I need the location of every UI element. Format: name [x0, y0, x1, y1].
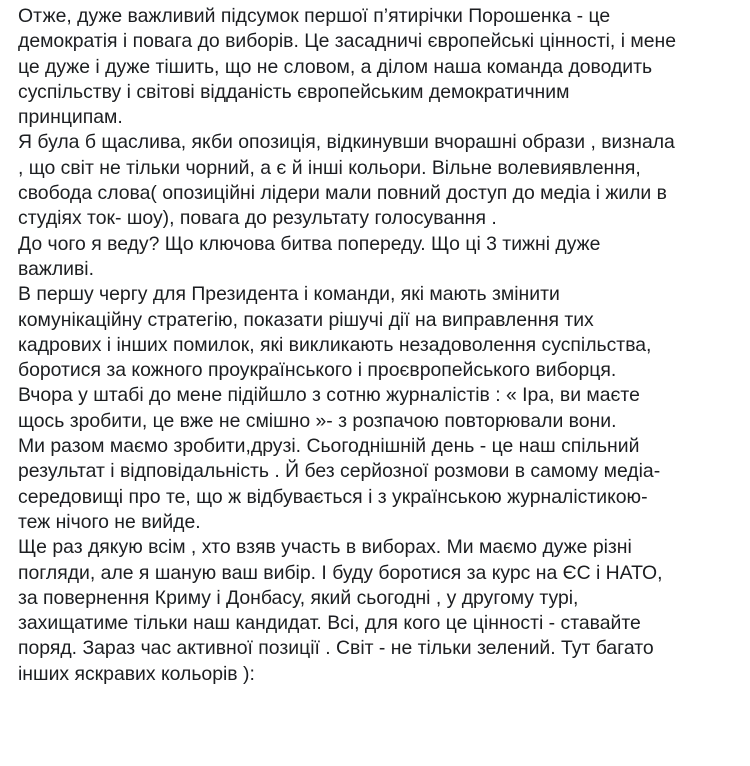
post-line: свобода слова( опозиційні лідери мали повний доступ до медіа і жили в	[18, 182, 667, 205]
post-line: важливі.	[18, 257, 94, 280]
post-line: середовищі про те, що ж відбувається і з українською журналістикою-	[18, 485, 648, 508]
post-line: погляди, але я шаную ваш вибір. І буду боротися за курс на ЄС і НАТО,	[18, 561, 663, 584]
post-line: інших яскравих кольорів ):	[18, 662, 255, 685]
post-line: демократія і повага до виборів. Це засадничі європейські цінності, і мене	[18, 30, 677, 53]
post-line: це дуже і дуже тішить, що не словом, а ділом наша команда доводить	[18, 55, 653, 78]
post-line: Ми разом маємо зробити,друзі. Сьогоднішній день - це наш спільний	[18, 435, 640, 458]
post-line: Отже, дуже важливий підсумок першої п’ятирічки Порошенка - це	[18, 5, 611, 27]
post-line: боротися за кожного проукраїнського і проєвропейського виборця.	[18, 359, 617, 382]
post-line: поряд. Зараз час активної позиції . Світ - не тільки зелений. Тут багато	[18, 637, 654, 660]
post-line: суспільству і світові відданість європейським демократичним	[18, 80, 570, 103]
post-line: комунікаційну стратегію, показати рішучі дії на виправлення тих	[18, 308, 594, 331]
post-line: , що світ не тільки чорний, а є й інші кольори. Вільне волевиявлення,	[18, 156, 641, 179]
post-line: принципам.	[18, 106, 123, 129]
post-line: кадрових і інших помилок, які викликають незадоволення суспільства,	[18, 333, 652, 356]
post-line: В першу чергу для Президента і команди, які мають змінити	[18, 283, 560, 306]
post-line: за повернення Криму і Донбасу, який сьогодні , у другому турі,	[18, 586, 579, 609]
post-line: Ще раз дякую всім , хто взяв участь в виборах. Ми маємо дуже різні	[18, 536, 632, 559]
post-line: студіях ток- шоу), повага до результату голосування .	[18, 207, 497, 230]
post-line: результат і відповідальність . Й без серйозної розмови в самому медіа-	[18, 460, 661, 483]
post-line: Вчора у штабі до мене підійшло з сотню журналістів : « Іра, ви маєте	[18, 384, 640, 407]
post-line: Я була б щаслива, якби опозиція, відкинувши вчорашні образи , визнала	[18, 131, 675, 154]
post-text	[18, 4, 746, 687]
post-line: захищатиме тільки наш кандидат. Всі, для кого це цінності - ставайте	[18, 612, 641, 635]
post-line: щось зробити, це вже не смішно »- з розпачою повторювали вони.	[18, 409, 617, 432]
post-line: теж нічого не вийде.	[18, 510, 201, 533]
post-line: До чого я веду? Що ключова битва попереду. Що ці 3 тижні дуже	[18, 232, 601, 255]
